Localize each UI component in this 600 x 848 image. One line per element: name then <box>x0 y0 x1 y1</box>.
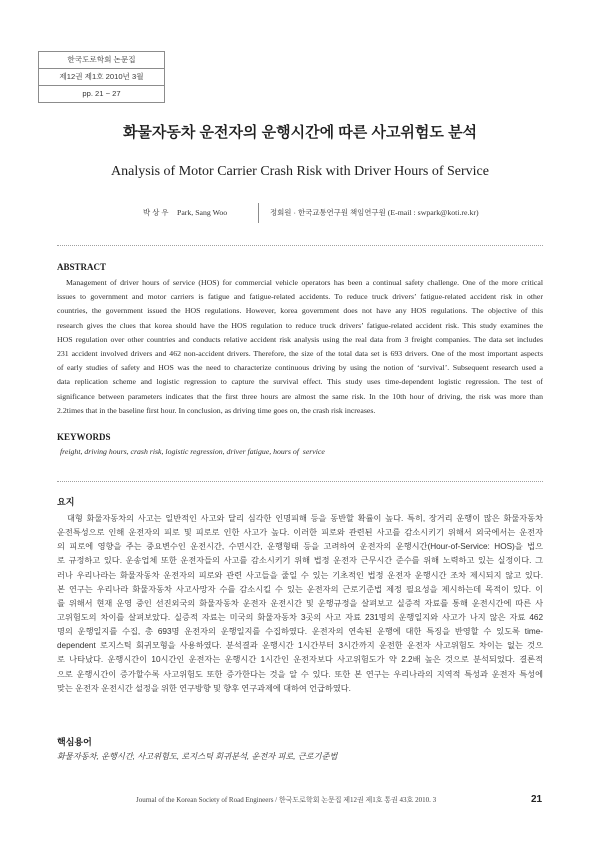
korean-keywords-list: 화물자동차, 운행시간, 사고위험도, 로지스틱 회귀분석, 운전자 피로, 근로기준법 <box>57 752 338 761</box>
author-affiliation-line <box>270 207 479 219</box>
summary-line: 로 나타났다. 운행시간이 10시간인 운전자는 운행시간 1시간인 운전자보다 사고위험도가 약 2.2배 높은 것으로 분석되었다. 결론적 <box>57 655 543 665</box>
summary-line: 본 연구는 우리나라 화물자동차 사고사망자 수를 감소시킬 수 있는 운전자의 근로기준법 제정 필요성을 제시하는데 목적이 있다. 이 <box>57 584 543 594</box>
abstract-body <box>57 276 543 418</box>
summary-line: 로 규정하고 있다. 운송업체 또한 운전자들의 사고를 감소시키기 위해 법정 운전자 근무시간 준수를 위해 노력하고 있는 실정이다. 그 <box>57 556 543 566</box>
abstract-line: Management of driver hours of service (HOS) for commercial vehicle operators has been a continual safety challenge. One of the more critical <box>66 278 543 287</box>
author-separator <box>258 203 259 223</box>
summary-line: dependent 로지스틱 회귀모형을 사용하였다. 분석결과 운행시간 1시간부터 3시간까지 운전한 운전자 사고위험도 차이는 없는 것으 <box>57 641 543 651</box>
korean-keywords-heading: 핵심용어 <box>57 737 92 747</box>
section-divider <box>57 481 543 482</box>
abstract-line: issues to government and motor carriers is fatigue and fatigue-related accidents. To reduce truck drivers’ fatigue-related accident risk in other <box>57 292 543 302</box>
footer-journal: Journal of the Korean Society of Road Engineers / 한국도로학회 논문집 제12권 제1호 통권 43호 2010. 3 <box>136 796 437 804</box>
summary-line: 으로 운행시간이 증가할수록 사고위험도 또한 증가한다는 것을 알 수 있다. 또한 본 연구는 우리나라의 지역적 특성과 운전자 특성에 <box>57 669 543 679</box>
summary-line: 명의 운행일지를 수집, 총 693명 운전자의 운행일지를 수집하였다. 운전자의 연속된 운행에 대한 특징을 반영할 수 있도록 time- <box>57 627 543 637</box>
abstract-line: research gives the clues that korea should have the HOS regulation to reduce truck drivers’ fatigue-related accident risk. This study examines the <box>57 320 543 330</box>
author-email: (E-mail : swpark@koti.re.kr) <box>387 208 479 217</box>
abstract-line: data replication scheme and logistic regression to capture the survival effect. This study uses time-dependent logistic regression. The test of <box>57 377 543 387</box>
summary-line: 맞는 운전자 운전시간 설정을 위한 연구방향 및 향후 연구과제에 대하여 언급하였다. <box>57 683 351 693</box>
abstract-line: HOS regulation over other countries and conducts relative accident risk analysis using the real data from 3 freight companies. The data set includes <box>57 334 543 344</box>
summary-line: 를 위해서 현재 운영 중인 선진외국의 화물자동차 운전자 운전시간 및 운행규정을 살펴보고 실증적 자료를 통해 운전시간에 따른 사 <box>57 598 543 608</box>
section-divider <box>57 245 543 246</box>
journal-pages: pp. 21 ~ 27 <box>39 85 164 102</box>
summary-line: 러나 우리나라는 화물자동차 운전자의 피로와 관련 사고들을 줄일 수 있는 기초적인 법정 운전자 운행시간 조차 제시되지 않고 있다. <box>57 570 543 580</box>
abstract-line: 231 accident involved drivers and 462 non-accident drivers. Therefore, the size of the total data set is 693 drivers. One of the most important aspects <box>57 348 543 358</box>
title-korean: 화물자동차 운전자의 운행시간에 따른 사고위험도 분석 <box>122 124 478 141</box>
summary-line: 고위험도의 차이를 살펴보았다. 실증적 자료는 미국의 화물자동차 3곳의 사고 자료 231명의 운행일지와 사고가 나지 않은 자료 462 <box>57 612 543 622</box>
summary-line: 대형 화물자동차의 사고는 일반적인 사고와 달리 심각한 인명피해 등을 동반할 확률이 높다. 특히, 장거리 운행이 많은 화물자동차 <box>67 514 543 523</box>
journal-name: 한국도로학회 논문집 <box>67 55 136 64</box>
author-affiliation: 정회원 · 한국교통연구원 책임연구원 <box>270 208 386 217</box>
title-english: Analysis of Motor Carrier Crash Risk with Driver Hours of Service <box>111 164 489 179</box>
journal-volume: 제12권 제1호 2010년 3월 <box>39 68 164 85</box>
abstract-heading: ABSTRACT <box>57 262 107 272</box>
journal-info-box <box>38 51 165 103</box>
abstract-line: of early studies of safety and HOS was the need to characterize continuous driving by using the notion of ‘survival’. Subsequent research used a <box>57 363 543 373</box>
abstract-line: significance between parameters indicates that the first three hours are almost the same risk. In the 10th hour of driving, the risk was more than <box>57 391 543 401</box>
summary-line: 운전특성으로 인해 운전자의 피로 및 피로로 인한 사고가 높다. 이러한 피로와 관련된 사고를 감소시키기 위해서 외국에서는 운전자 <box>57 528 543 538</box>
summary-line: 의 피로에 영향을 주는 중요변수인 운전시간, 수면시간, 운행형태 등을 고려하여 운전자의 운행시간(Hour-of-Service: HOS)을 법으 <box>57 542 543 552</box>
abstract-line: countries, the government issued the HOS regulations. However, korea government does not have any HOS regulations. The objective of this <box>57 306 543 316</box>
author-name-korean: 박 상 우 <box>143 208 169 217</box>
summary-body <box>57 512 543 696</box>
keywords-heading: KEYWORDS <box>57 432 111 442</box>
author-name-english: Park, Sang Woo <box>177 208 228 217</box>
keywords-list: freight, driving hours, crash risk, logistic regression, driver fatigue, hours of service <box>60 447 325 456</box>
page-number: 21 <box>531 794 543 805</box>
summary-heading: 요지 <box>57 497 75 507</box>
abstract-line: 2.2times that in the baseline first hour. In conclusion, as driving time goes on, the crash risk increases. <box>57 405 376 415</box>
